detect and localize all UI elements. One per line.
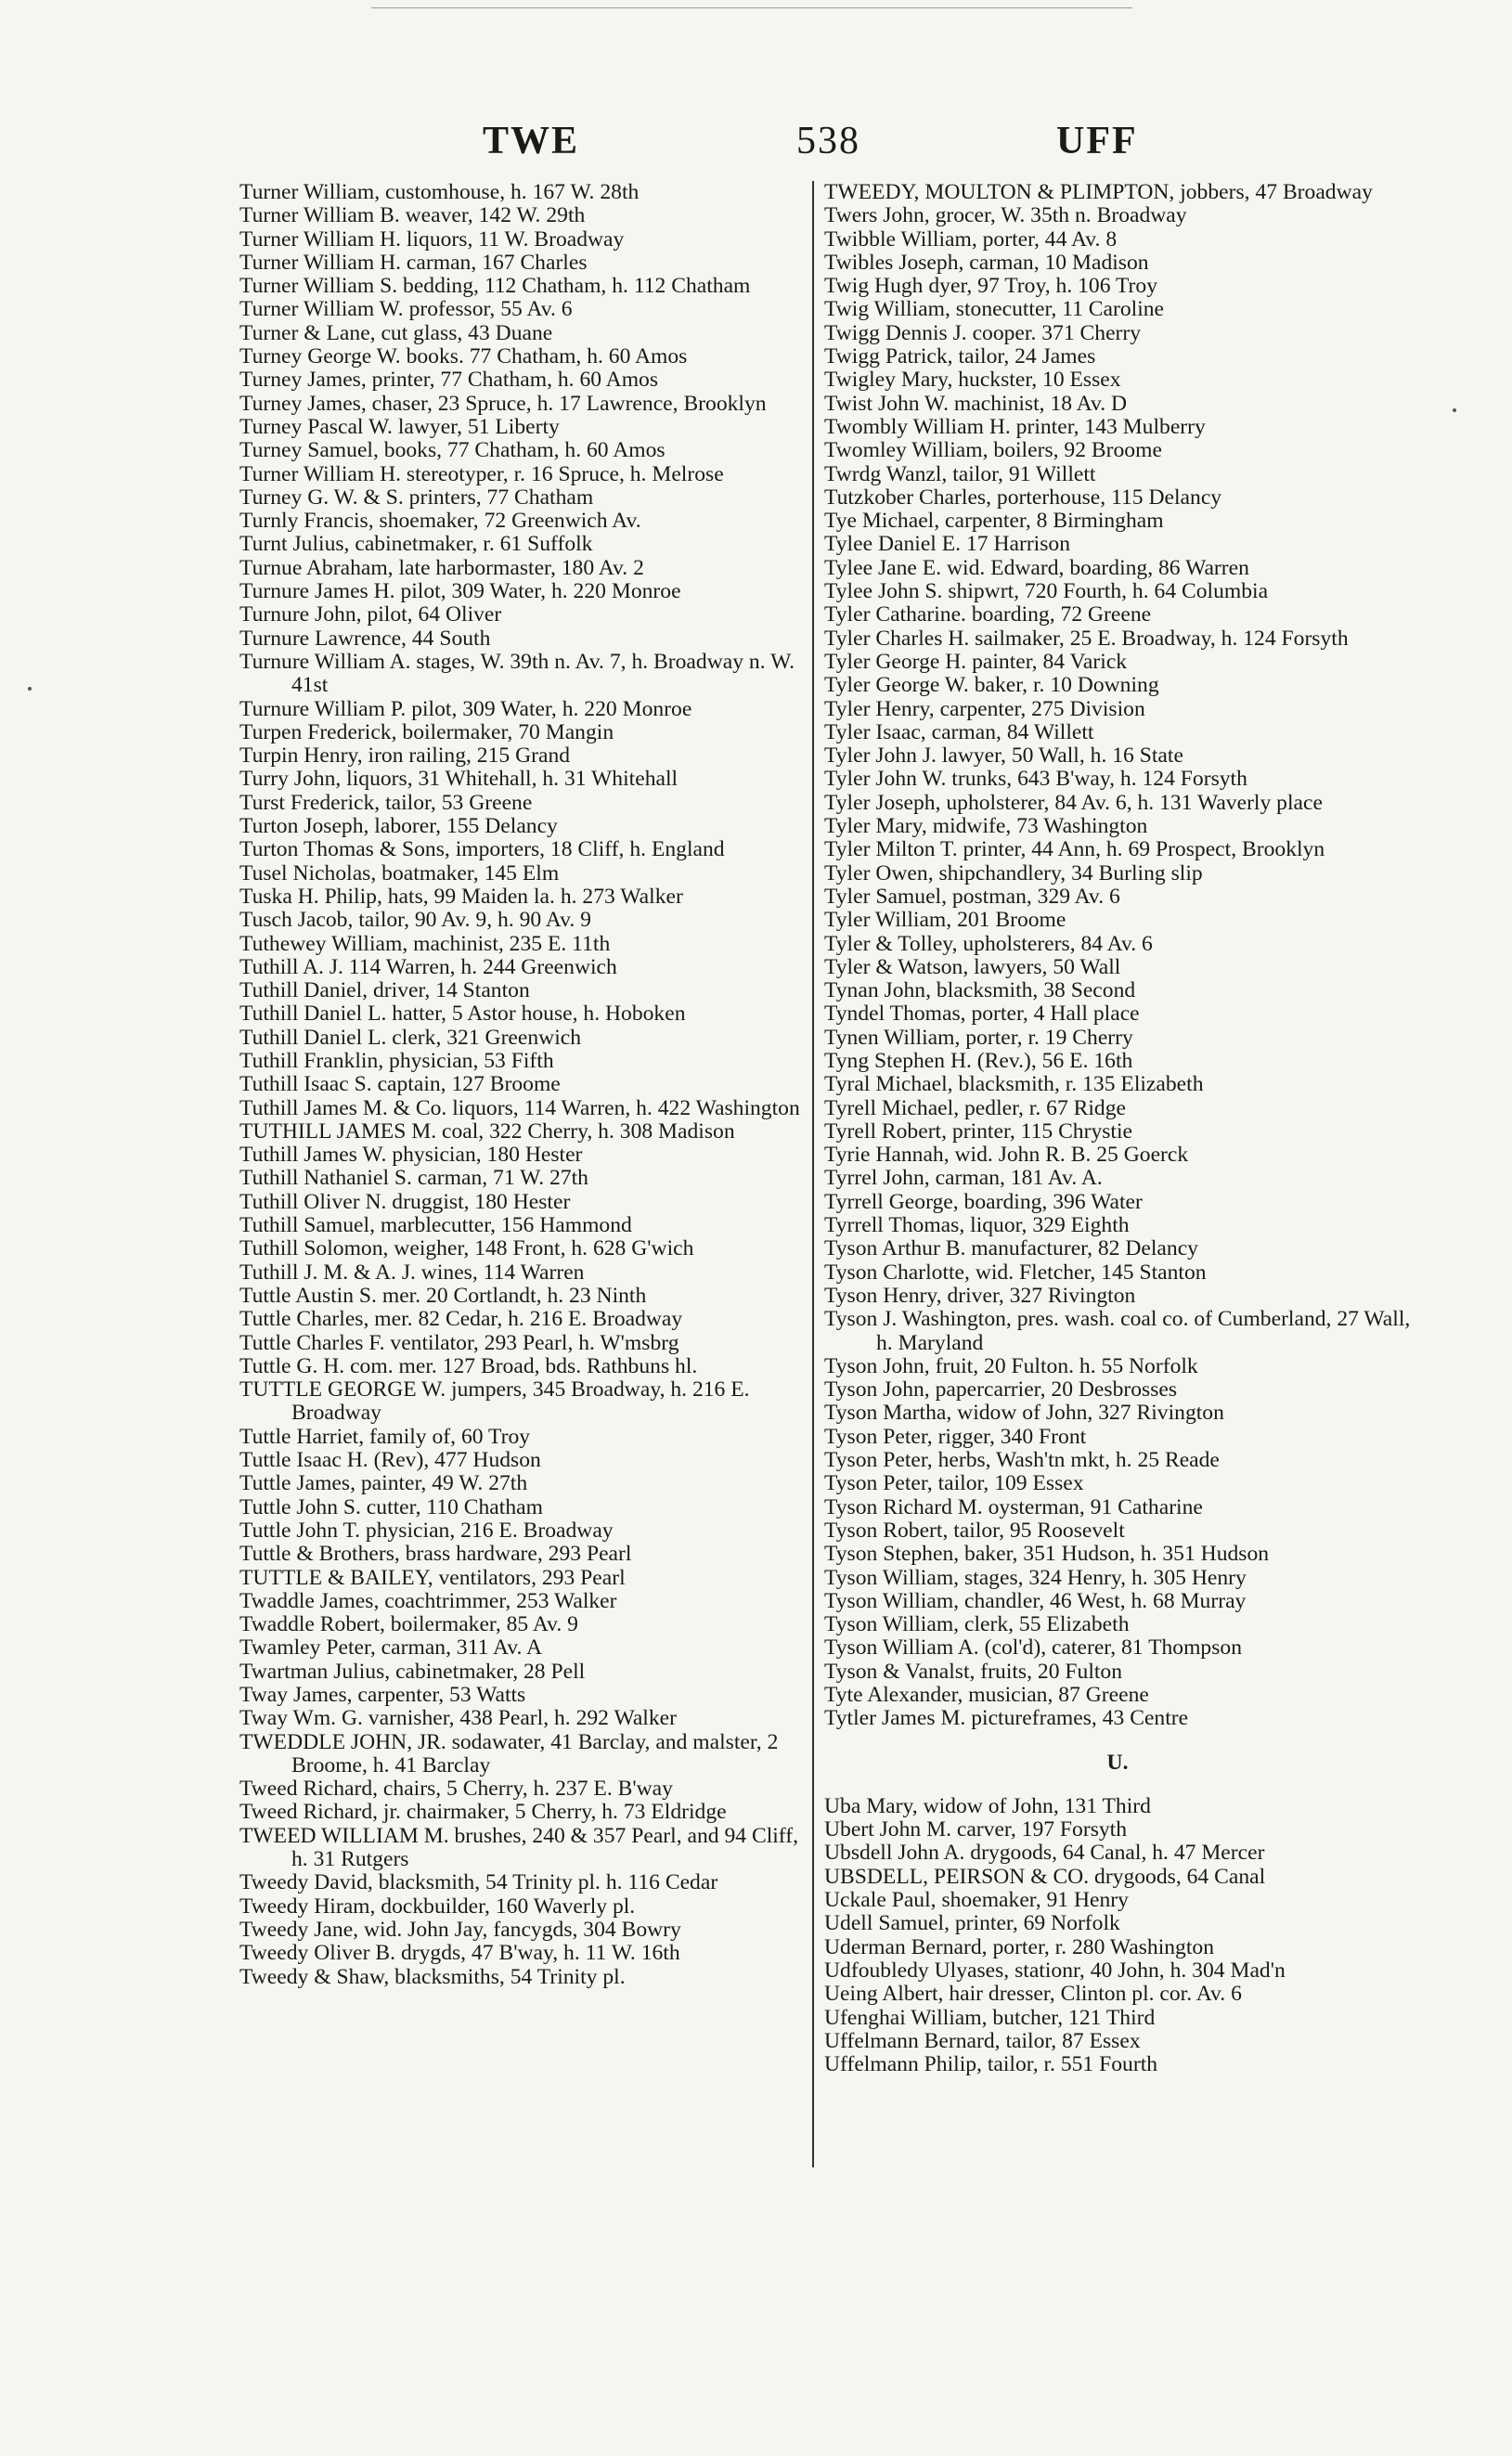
directory-entry: Tyler & Watson, lawyers, 50 Wall [824,954,1121,979]
directory-entry: Tyral Michael, blacksmith, r. 135 Elizabeth [824,1072,1204,1097]
directory-entry: Tye Michael, carpenter, 8 Birmingham [824,509,1164,534]
directory-entry: Turner William H. stereotyper, r. 16 Spruce, h. Melrose [239,461,724,486]
directory-entry: Tyson Henry, driver, 327 Rivington [824,1283,1136,1308]
directory-entry: TWEEDY, MOULTON & PLIMPTON, jobbers, 47 Broadway [824,180,1373,204]
directory-entry: TUTTLE & BAILEY, ventilators, 293 Pearl [239,1565,626,1590]
directory-entry: Tyrell Robert, printer, 115 Chrystie [824,1118,1133,1144]
directory-entry: Tyler John J. lawyer, 50 Wall, h. 16 State [824,743,1183,769]
directory-entry: Tway James, carpenter, 53 Watts [239,1683,526,1707]
directory-entry: Turnue Abraham, late harbormaster, 180 Av. 2 [239,555,644,580]
directory-entry: Turney James, printer, 77 Chatham, h. 60 Amos [239,368,659,393]
directory-entry: Tyler Milton T. printer, 44 Ann, h. 69 Prospect, Brooklyn [824,837,1325,862]
directory-entry: Ufenghai William, butcher, 121 Third [824,2005,1156,2030]
section-heading: U. [1106,1750,1129,1775]
directory-entry: Tyler Joseph, upholsterer, 84 Av. 6, h. 131 Waverly place [824,790,1323,815]
directory-entry: Twrdg Wanzl, tailor, 91 Willett [824,461,1096,486]
header-right-guide-word: UFF [1056,120,1138,162]
directory-entry: Tyler Henry, carpenter, 275 Division [824,696,1145,721]
directory-entry: Ueing Albert, hair dresser, Clinton pl. cor. Av. 6 [824,1982,1242,2007]
directory-entry: Tweedy Hiram, dockbuilder, 160 Waverly pl. [239,1894,636,1919]
directory-entry: Uba Mary, widow of John, 131 Third [824,1793,1151,1818]
directory-entry: Turpin Henry, iron railing, 215 Grand [239,743,571,769]
directory-entry: Turnure John, pilot, 64 Oliver [239,602,502,627]
directory-entry: Tweedy David, blacksmith, 54 Trinity pl. h. 116 Cedar [239,1870,718,1895]
directory-entry: Tyrrel John, carman, 181 Av. A. [824,1166,1103,1191]
directory-entry: Turnure William A. stages, W. 39th n. Av. 7, h. Broadway n. W. 41st [239,649,795,698]
directory-entry: Tynan John, blacksmith, 38 Second [824,978,1136,1003]
directory-entry: Twigg Patrick, tailor, 24 James [824,344,1096,369]
directory-entry: Twigley Mary, huckster, 10 Essex [824,368,1121,393]
directory-entry: Twibles Joseph, carman, 10 Madison [824,250,1149,275]
directory-entry: TUTTLE GEORGE W. jumpers, 345 Broadway, h. 216 E. Broadway [239,1377,750,1426]
directory-entry: Turnure Lawrence, 44 South [239,626,491,651]
directory-entry: Tuthill Franklin, physician, 53 Fifth [239,1048,554,1073]
directory-entry: Tyler Catharine. boarding, 72 Greene [824,602,1152,627]
directory-entry: TWEDDLE JOHN, JR. sodawater, 41 Barclay, and malster, 2 Broome, h. 41 Barclay [239,1729,779,1777]
directory-entry: Tyler Charles H. sailmaker, 25 E. Broadway, h. 124 Forsyth [824,626,1349,651]
directory-entry: Twamley Peter, carman, 311 Av. A [239,1635,543,1661]
directory-entry: Tyson John, papercarrier, 20 Desbrosses [824,1377,1178,1403]
directory-entry: Tuthill James W. physician, 180 Hester [239,1143,583,1168]
directory-entry: Tyler George H. painter, 84 Varick [824,649,1128,674]
directory-entry: Turton Thomas & Sons, importers, 18 Cliff, h. England [239,837,725,862]
directory-entry: Turner William H. carman, 167 Charles [239,250,588,275]
directory-entry: Turst Frederick, tailor, 53 Greene [239,790,533,815]
directory-entry: Turney Samuel, books, 77 Chatham, h. 60 Amos [239,438,666,463]
directory-entry: Turner William H. liquors, 11 W. Broadway [239,226,625,252]
directory-entry: Turner William W. professor, 55 Av. 6 [239,297,573,322]
directory-entry: Tyler Mary, midwife, 73 Washington [824,814,1148,839]
directory-entry: Tuttle Charles F. ventilator, 293 Pearl, h. W'msbrg [239,1330,679,1355]
directory-entry: Tuthill James M. & Co. liquors, 114 Warren, h. 422 Washington [239,1095,800,1120]
column-divider [812,181,814,2167]
directory-entry: Tylee Daniel E. 17 Harrison [824,532,1071,557]
directory-entry: Tyson Stephen, baker, 351 Hudson, h. 351 Hudson [824,1542,1270,1567]
directory-entry: Turney James, chaser, 23 Spruce, h. 17 Lawrence, Brooklyn [239,391,767,416]
directory-entry: Tuthill Isaac S. captain, 127 Broome [239,1072,561,1097]
directory-entry: Tuttle John S. cutter, 110 Chatham [239,1494,543,1519]
directory-entry: Tuttle Isaac H. (Rev), 477 Hudson [239,1448,541,1473]
directory-entry: Tuthill Solomon, weigher, 148 Front, h. 628 G'wich [239,1236,694,1261]
directory-entry: Tyrie Hannah, wid. John R. B. 25 Goerck [824,1143,1189,1168]
directory-entry: UBSDELL, PEIRSON & CO. drygoods, 64 Canal [824,1864,1266,1889]
directory-entry: Tyson Peter, tailor, 109 Essex [824,1471,1084,1496]
directory-entry: Tyler Isaac, carman, 84 Willett [824,719,1094,744]
directory-entry: Tuttle G. H. com. mer. 127 Broad, bds. Rathbuns hl. [239,1353,698,1378]
directory-entry: Turney Pascal W. lawyer, 51 Liberty [239,414,560,439]
directory-entry: Tuthill J. M. & A. J. wines, 114 Warren [239,1260,585,1285]
directory-entry: Tyrrell George, boarding, 396 Water [824,1189,1143,1214]
directory-entry: Tuthill Samuel, marblecutter, 156 Hammond [239,1213,632,1238]
directory-entry: Tyrell Michael, pedler, r. 67 Ridge [824,1095,1127,1120]
directory-entry: Tyson J. Washington, pres. wash. coal co. of Cumberland, 27 Wall, h. Maryland [824,1307,1411,1355]
directory-entry: Twist John W. machinist, 18 Av. D [824,391,1128,416]
directory-entry: Twombly William H. printer, 143 Mulberry [824,414,1206,439]
directory-entry: Tusch Jacob, tailor, 90 Av. 9, h. 90 Av. 9 [239,908,591,933]
directory-entry: Tweedy Oliver B. drygds, 47 B'way, h. 11 W. 16th [239,1941,680,1966]
directory-entry: Turner & Lane, cut glass, 43 Duane [239,320,553,345]
directory-entry: Turner William S. bedding, 112 Chatham, h. 112 Chatham [239,274,751,299]
right-column [824,181,1411,2076]
directory-entry: TWEED WILLIAM M. brushes, 240 & 357 Pearl, and 94 Cliff, h. 31 Rutgers [239,1823,798,1872]
directory-entry: Tyndel Thomas, porter, 4 Hall place [824,1002,1140,1027]
directory-entry: Tyler William, 201 Broome [824,908,1066,933]
directory-entry: Tyson Martha, widow of John, 327 Rivington [824,1401,1224,1426]
margin-speck [1453,408,1456,412]
directory-entry: Ubert John M. carver, 197 Forsyth [824,1817,1128,1842]
directory-entry: Uffelmann Bernard, tailor, 87 Essex [824,2028,1141,2053]
directory-entry: Twaddle James, coachtrimmer, 253 Walker [239,1588,617,1613]
directory-entry: Uckale Paul, shoemaker, 91 Henry [824,1888,1129,1913]
directory-entry: Tyson John, fruit, 20 Fulton. h. 55 Norfolk [824,1353,1198,1378]
directory-entry: Twaddle Robert, boilermaker, 85 Av. 9 [239,1612,578,1637]
directory-entry: Ubsdell John A. drygoods, 64 Canal, h. 47 Mercer [824,1841,1265,1866]
directory-entry: Tuttle Harriet, family of, 60 Troy [239,1424,531,1449]
directory-entry: Tuttle Austin S. mer. 20 Cortlandt, h. 23 Ninth [239,1283,647,1308]
directory-entry: Turnure William P. pilot, 309 Water, h. 220 Monroe [239,696,692,721]
directory-entry: Tuttle John T. physician, 216 E. Broadway [239,1518,614,1543]
directory-entry: Tyler Samuel, postman, 329 Av. 6 [824,884,1120,909]
directory-entry: Tyson Arthur B. manufacturer, 82 Delancy [824,1236,1198,1261]
directory-entry: Uffelmann Philip, tailor, r. 551 Fourth [824,2052,1158,2077]
directory-entry: Tuthill Oliver N. druggist, 180 Hester [239,1189,571,1214]
directory-entry: Tyler & Tolley, upholsterers, 84 Av. 6 [824,931,1153,956]
directory-entry: Tweedy Jane, wid. John Jay, fancygds, 304 Bowry [239,1917,681,1942]
top-edge-rule [371,7,1132,8]
directory-entry: Tyler John W. trunks, 643 B'way, h. 124 Forsyth [824,767,1247,792]
directory-entry: Tuthewey William, machinist, 235 E. 11th [239,931,611,956]
directory-entry: Turton Joseph, laborer, 155 Delancy [239,814,558,839]
directory-entry: Twomley William, boilers, 92 Broome [824,438,1162,463]
directory-entry: Tyte Alexander, musician, 87 Greene [824,1683,1149,1707]
left-column [239,181,808,1989]
directory-entry: Udfoubledy Ulyases, stationr, 40 John, h. 304 Mad'n [824,1958,1286,1983]
directory-entry: Tutzkober Charles, porterhouse, 115 Delancy [824,485,1222,510]
directory-entry: Tynen William, porter, r. 19 Cherry [824,1025,1133,1050]
directory-entry: Tuthill Daniel L. hatter, 5 Astor house, h. Hoboken [239,1002,686,1027]
directory-entry: Tyson Richard M. oysterman, 91 Catharine [824,1494,1203,1519]
directory-entry: Udell Samuel, printer, 69 Norfolk [824,1911,1120,1936]
header-left-guide-word: TWE [483,120,580,162]
page-number: 538 [796,120,860,162]
directory-entry: Turry John, liquors, 31 Whitehall, h. 31 Whitehall [239,767,678,792]
directory-entry: Tyson William A. (col'd), caterer, 81 Thompson [824,1635,1242,1661]
directory-entry: Tuthill Nathaniel S. carman, 71 W. 27th [239,1166,588,1191]
directory-entry: Turner William B. weaver, 142 W. 29th [239,203,586,228]
directory-entry: Turney George W. books. 77 Chatham, h. 60 Amos [239,344,688,369]
directory-entry: Tweedy & Shaw, blacksmiths, 54 Trinity pl. [239,1964,626,1989]
directory-entry: Tyson Peter, herbs, Wash'tn mkt, h. 25 Reade [824,1448,1220,1473]
directory-entry: Tyson Robert, tailor, 95 Roosevelt [824,1518,1125,1543]
directory-entry: Tyrrell Thomas, liquor, 329 Eighth [824,1213,1130,1238]
directory-entry: Tuska H. Philip, hats, 99 Maiden la. h. 273 Walker [239,884,683,909]
directory-entry: Turnt Julius, cabinetmaker, r. 61 Suffolk [239,532,593,557]
margin-speck [28,687,32,691]
directory-entry: Tyson William, stages, 324 Henry, h. 305 Henry [824,1565,1247,1590]
directory-entry: Twibble William, porter, 44 Av. 8 [824,226,1118,252]
section-spacer [824,1775,1411,1795]
directory-entry: Turnly Francis, shoemaker, 72 Greenwich Av. [239,509,641,534]
directory-entry: Tyson Peter, rigger, 340 Front [824,1424,1087,1449]
directory-entry: Tuttle James, painter, 49 W. 27th [239,1471,528,1496]
directory-entry: Tyson Charlotte, wid. Fletcher, 145 Stanton [824,1260,1207,1285]
directory-entry: Turner William, customhouse, h. 167 W. 28th [239,180,640,204]
directory-entry: Twartman Julius, cabinetmaker, 28 Pell [239,1659,586,1684]
directory-entry: Tuthill Daniel, driver, 14 Stanton [239,978,530,1003]
directory-entry: Tyler George W. baker, r. 10 Downing [824,673,1159,698]
directory-entry: Tyson & Vanalst, fruits, 20 Fulton [824,1659,1123,1684]
directory-entry: Tylee John S. shipwrt, 720 Fourth, h. 64 Columbia [824,579,1269,604]
directory-entry: Twig William, stonecutter, 11 Caroline [824,297,1165,322]
directory-entry: Turpen Frederick, boilermaker, 70 Mangin [239,719,614,744]
directory-entry: Tuttle & Brothers, brass hardware, 293 Pearl [239,1542,632,1567]
page-header [239,119,1168,167]
directory-entry: Tyson William, clerk, 55 Elizabeth [824,1612,1130,1637]
directory-entry: TUTHILL JAMES M. coal, 322 Cherry, h. 308 Madison [239,1118,735,1144]
directory-entry: Tweed Richard, chairs, 5 Cherry, h. 237 E. B'way [239,1777,673,1802]
directory-entry: Tuthill Daniel L. clerk, 321 Greenwich [239,1025,582,1050]
directory-entry: Turney G. W. & S. printers, 77 Chatham [239,485,594,510]
directory-entry: Tuthill A. J. 114 Warren, h. 244 Greenwich [239,954,617,979]
directory-entry: Tweed Richard, jr. chairmaker, 5 Cherry, h. 73 Eldridge [239,1800,727,1825]
directory-entry: Tway Wm. G. varnisher, 438 Pearl, h. 292 Walker [239,1706,677,1731]
directory-entry: Tyler Owen, shipchandlery, 34 Burling slip [824,860,1203,885]
section-spacer [824,1731,1411,1752]
directory-entry: Twigg Dennis J. cooper. 371 Cherry [824,320,1142,345]
directory-entry: Tyson William, chandler, 46 West, h. 68 Murray [824,1588,1247,1613]
directory-entry: Tyng Stephen H. (Rev.), 56 E. 16th [824,1048,1133,1073]
directory-entry: Twers John, grocer, W. 35th n. Broadway [824,203,1187,228]
directory-entry: Uderman Bernard, porter, r. 280 Washington [824,1934,1214,1959]
directory-entry: Tylee Jane E. wid. Edward, boarding, 86 Warren [824,555,1249,580]
directory-entry: Turnure James H. pilot, 309 Water, h. 220 Monroe [239,579,681,604]
directory-entry: Twig Hugh dyer, 97 Troy, h. 106 Troy [824,274,1158,299]
directory-entry: Tuttle Charles, mer. 82 Cedar, h. 216 E. Broadway [239,1307,683,1332]
directory-entry: Tusel Nicholas, boatmaker, 145 Elm [239,860,560,885]
directory-entry: Tytler James M. pictureframes, 43 Centre [824,1706,1189,1731]
